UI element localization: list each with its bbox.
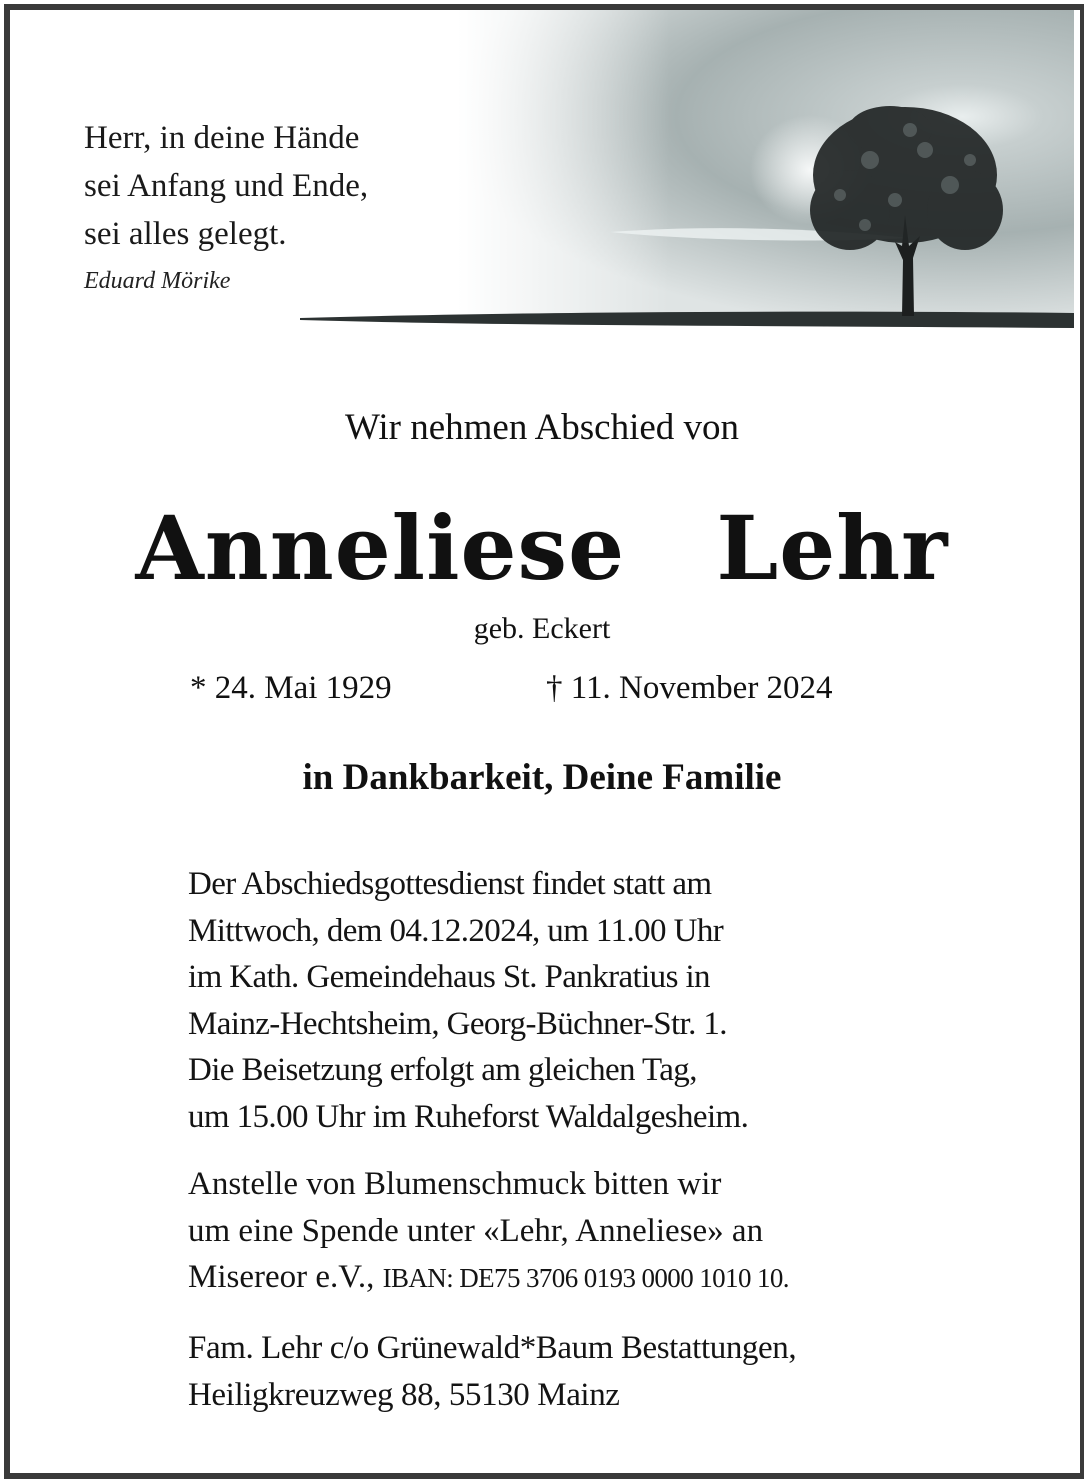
service-line: Der Abschiedsgottesdienst findet statt am [188,866,712,902]
service-line: Mainz-Hechtsheim, Georg-Büchner-Str. 1. [188,1005,727,1042]
iban-text: IBAN: DE75 3706 0193 0000 1010 10. [382,1263,789,1293]
death-date: † 11. November 2024 [546,670,833,706]
contact-line: Heiligkreuzweg 88, 55130 Mainz [188,1376,620,1413]
service-line: um 15.00 Uhr im Ruheforst Waldalgesheim. [188,1098,749,1135]
quote-line: sei Anfang und Ende, [84,168,369,204]
donation-line: um eine Spende unter «Lehr, Anneliese» an [188,1212,764,1249]
donation-paragraph [188,1161,789,1302]
intro-text: Wir nehmen Abschied von [344,407,740,448]
quote-line: sei alles gelegt. [84,216,287,252]
deceased-name: Anneliese Lehr [135,496,949,600]
service-line: Die Beisetzung erfolgt am gleichen Tag, [188,1052,697,1088]
maiden-name: geb. Eckert [473,612,611,645]
donation-line: Anstelle von Blumenschmuck bitten wir [188,1166,722,1202]
birth-date: * 24. Mai 1929 [190,670,392,706]
service-line: Mittwoch, dem 04.12.2024, um 11.00 Uhr [188,912,724,949]
donation-line [188,1254,789,1302]
service-line: im Kath. Gemeindehaus St. Pankratius in [188,959,710,995]
quote-text [84,114,368,258]
contact-paragraph [188,1325,796,1418]
family-signature: in Dankbarkeit, Deine Familie [302,757,782,798]
donation-recipient: Misereor e.V., [188,1259,383,1295]
quote-line: Herr, in deine Hände [84,120,360,156]
service-paragraph [188,861,748,1140]
quote-author: Eduard Mörike [84,268,231,294]
contact-line: Fam. Lehr c/o Grünewald*Baum Bestattungen, [188,1330,797,1366]
